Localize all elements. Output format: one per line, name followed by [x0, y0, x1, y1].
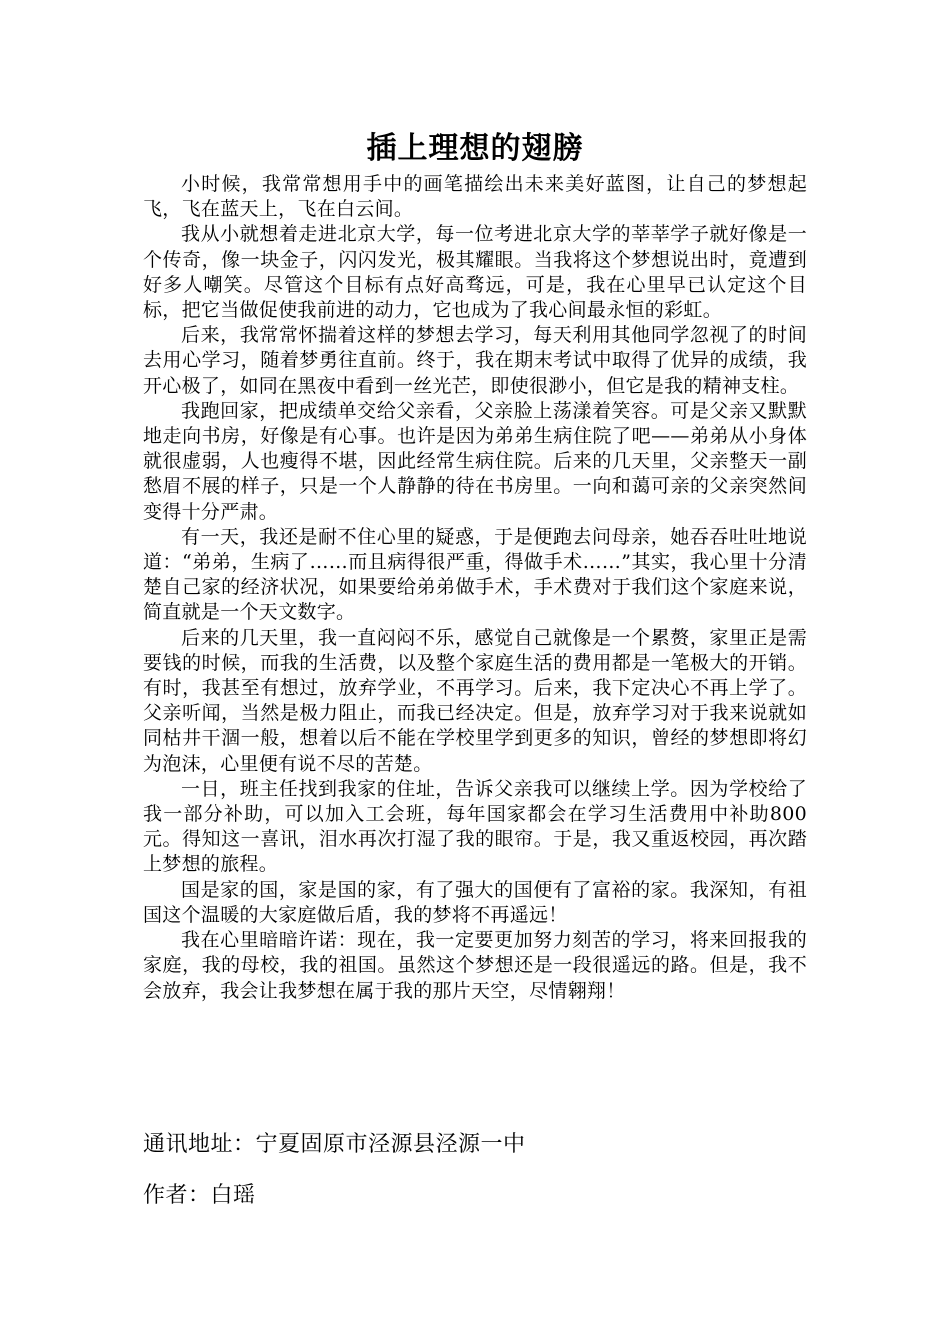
paragraph-2: 我从小就想着走进北京大学，每一位考进北京大学的莘莘学子就好像是一个传奇，像一块金子，闪闪发光，极其耀眼。当我将这个梦想说出时，竟遭到好多人嘲笑。尽管这个目标有点好高骛远，可是，我在心里早已认定这个目标，把它当做促使我前进的动力，它也成为了我心间最永恒的彩虹。 — [143, 223, 807, 322]
paragraph-9: 我在心里暗暗许诺：现在，我一定要更加努力刻苦的学习，将来回报我的家庭，我的母校，我的祖国。虽然这个梦想还是一段很遥远的路。但是，我不会放弃，我会让我梦想在属于我的那片天空，尽情翱翔！ — [143, 929, 807, 1002]
author-line: 作者：白瑶 — [143, 1183, 256, 1208]
paragraph-6: 后来的几天里，我一直闷闷不乐，感觉自己就像是一个累赘，家里正是需要钱的时候，而我的生活费，以及整个家庭生活的费用都是一笔极大的开销。有时，我甚至有想过，放弃学业，不再学习。后来，我下定决心不再上学了。父亲听闻，当然是极力阻止，而我已经决定。但是，放弃学习对于我来说就如同枯井干涸一般，想着以后不能在学校里学到更多的知识，曾经的梦想即将幻为泡沫，心里便有说不尽的苦楚。 — [143, 626, 807, 775]
article-title: 插上理想的翅膀 — [366, 131, 584, 166]
mailing-address: 通讯地址：宁夏固原市泾源县泾源一中 — [143, 1132, 526, 1157]
paragraph-5: 有一天，我还是耐不住心里的疑惑，于是便跑去问母亲，她吞吞吐吐地说道：“弟弟，生病了……而且病得很严重，得做手术……”其实，我心里十分清楚自己家的经济状况，如果要给弟弟做手术，手术费对于我们这个家庭来说，简直就是一个天文数字。 — [143, 525, 807, 624]
article — [143, 128, 807, 1004]
paragraph-8: 国是家的国，家是国的家，有了强大的国便有了富裕的家。我深知，有祖国这个温暖的大家庭做后盾，我的梦将不再遥远！ — [143, 878, 807, 926]
paragraph-3: 后来，我常常怀揣着这样的梦想去学习，每天利用其他同学忽视了的时间去用心学习，随着梦勇往直前。终于，我在期末考试中取得了优异的成绩，我开心极了，如同在黑夜中看到一丝光芒，即使很渺小，但它是我的精神支柱。 — [143, 324, 807, 397]
paragraph-1: 小时候，我常常想用手中的画笔描绘出未来美好蓝图，让自己的梦想起飞，飞在蓝天上，飞在白云间。 — [143, 173, 807, 221]
paragraph-4: 我跑回家，把成绩单交给父亲看，父亲脸上荡漾着笑容。可是父亲又默默地走向书房，好像是有心事。也许是因为弟弟生病住院了吧——弟弟从小身体就很虚弱，人也瘦得不堪，因此经常生病住院。后来的几天里，父亲整天一副愁眉不展的样子，只是一个人静静的待在书房里。一向和蔼可亲的父亲突然间变得十分严肃。 — [143, 399, 807, 523]
paragraph-7: 一日，班主任找到我家的住址，告诉父亲我可以继续上学。因为学校给了我一部分补助，可以加入工会班，每年国家都会在学习生活费用中补助800元。得知这一喜讯，泪水再次打湿了我的眼帘。于是，我又重返校园，再次踏上梦想的旅程。 — [143, 777, 807, 876]
